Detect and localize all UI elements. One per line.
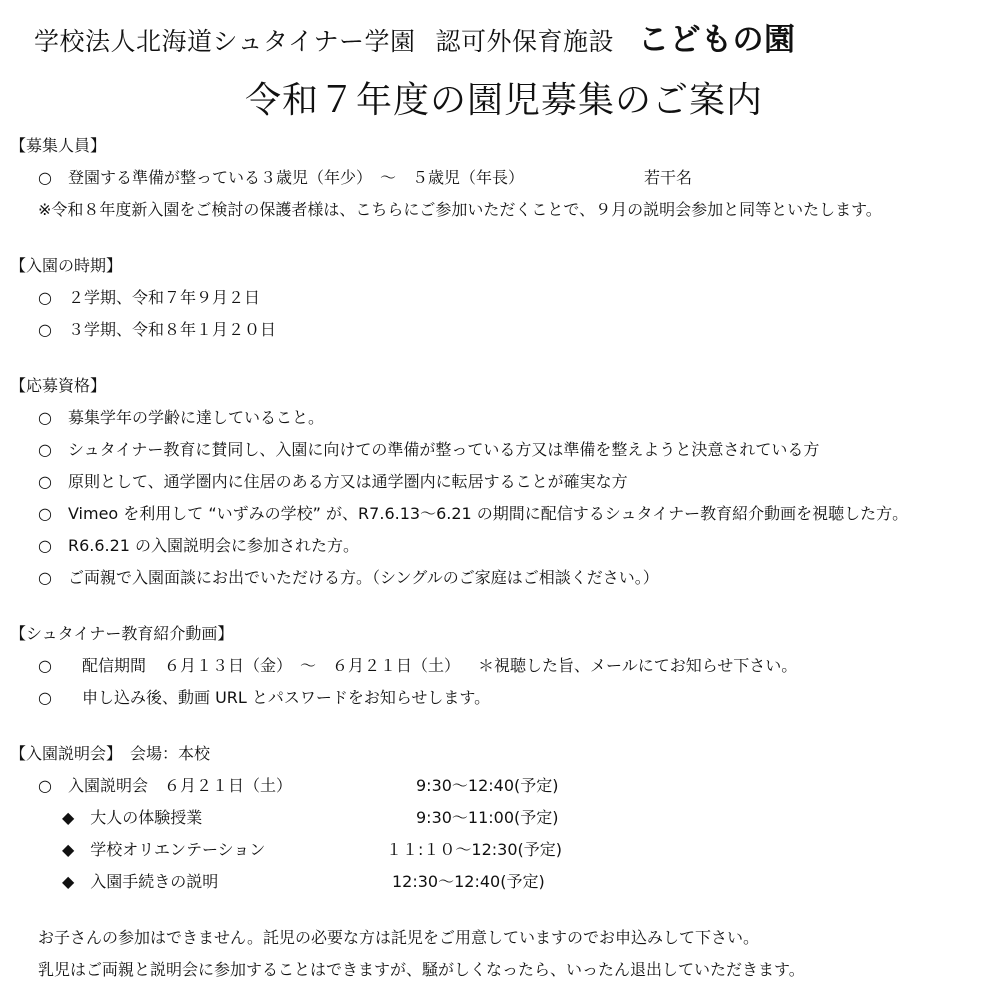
briefing-sub-label: ◆ 学校オリエンテーション — [62, 840, 266, 859]
briefing-sub-time: 9:30～11:00(予定) — [416, 808, 559, 827]
document-body — [10, 130, 1002, 986]
list-item: ○ 募集学年の学齢に達していること。 — [38, 408, 324, 427]
video-period-label: 配信期間 — [82, 656, 147, 675]
video-period-dates: ６月１３日（金） ～ ６月２１日（土） — [164, 656, 461, 675]
list-item: ○ R6.6.21 の入園説明会に参加された方。 — [38, 536, 360, 555]
recruitment-note: ※令和８年度新入園をご検討の保護者様は、こちらにご参加いただくことで、９月の説明会参加と同等といたします。 — [38, 200, 882, 219]
briefing-sub-row — [10, 866, 1002, 898]
video-url-item — [10, 682, 1002, 714]
briefing-sub-time: 12:30～12:40(予定) — [392, 872, 545, 891]
video-heading: 【シュタイナー教育紹介動画】 — [10, 624, 234, 643]
video-period-item — [10, 650, 1002, 682]
recruitment-count: 若干名 — [644, 168, 693, 187]
closing-note: 乳児はご両親と説明会に参加することはできますが、騒がしくなったら、いったん退出していただきます。 — [38, 960, 805, 979]
circle-marker: ○ — [38, 168, 52, 187]
briefing-sub-row — [10, 834, 1002, 866]
eligibility-section — [10, 370, 1002, 594]
video-url-text: 申し込み後、動画 URL とパスワードをお知らせします。 — [82, 688, 491, 707]
closing-note: お子さんの参加はできません。託児の必要な方は託児をご用意していますのでお申込みして下さい。 — [38, 928, 759, 947]
briefing-main-row — [10, 770, 1002, 802]
list-item: ○ ３学期、令和８年１月２０日 — [38, 320, 276, 339]
eligibility-heading: 【応募資格】 — [10, 376, 107, 395]
recruitment-heading: 【募集人員】 — [10, 136, 107, 155]
briefing-heading: 【入園説明会】 会場：本校 — [10, 744, 211, 763]
page-title: 令和７年度の園児募集のご案内 — [244, 80, 763, 121]
briefing-main-time: 9:30～12:40(予定) — [416, 776, 559, 795]
facility-brand-name: こどもの園 — [638, 22, 796, 58]
briefing-sub-row — [10, 802, 1002, 834]
video-period-note: ＊視聴した旨、メールにてお知らせ下さい。 — [478, 656, 798, 675]
facility-type: 認可外保育施設 — [435, 27, 615, 56]
organization-name: 学校法人北海道シュタイナー学園 — [34, 27, 416, 56]
list-item: ○ ２学期、令和７年９月２日 — [38, 288, 260, 307]
circle-marker: ○ — [38, 688, 52, 707]
briefing-sub-label: ◆ 大人の体験授業 — [62, 808, 203, 827]
briefing-sub-label: ◆ 入園手続きの説明 — [62, 872, 219, 891]
briefing-sub-time: １１:１０～12:30(予定) — [386, 840, 562, 859]
timing-heading: 【入園の時期】 — [10, 256, 123, 275]
briefing-section — [10, 738, 1002, 898]
recruitment-item-text: 登園する準備が整っている３歳児（年少） ～ ５歳児（年長） — [68, 168, 525, 187]
video-section — [10, 618, 1002, 714]
recruitment-section — [10, 130, 1002, 226]
document-header — [34, 14, 796, 59]
recruitment-item — [10, 162, 1002, 194]
list-item: ○ シュタイナー教育に賛同し、入園に向けての準備が整っている方又は準備を整えようと決意されている方 — [38, 440, 820, 459]
timing-section — [10, 250, 1002, 346]
list-item: ○ 原則として、通学圏内に住居のある方又は通学圏内に転居することが確実な方 — [38, 472, 628, 491]
list-item: ○ ご両親で入園面談にお出でいただける方。（シングルのご家庭はご相談ください。） — [38, 568, 659, 587]
circle-marker: ○ — [38, 656, 52, 675]
list-item: ○ Vimeo を利用して “いずみの学校” が、R7.6.13～6.21 の期間に配信するシュタイナー教育紹介動画を視聴した方。 — [38, 504, 909, 523]
briefing-main-label: ○ 入園説明会 ６月２１日（土） — [38, 776, 292, 795]
